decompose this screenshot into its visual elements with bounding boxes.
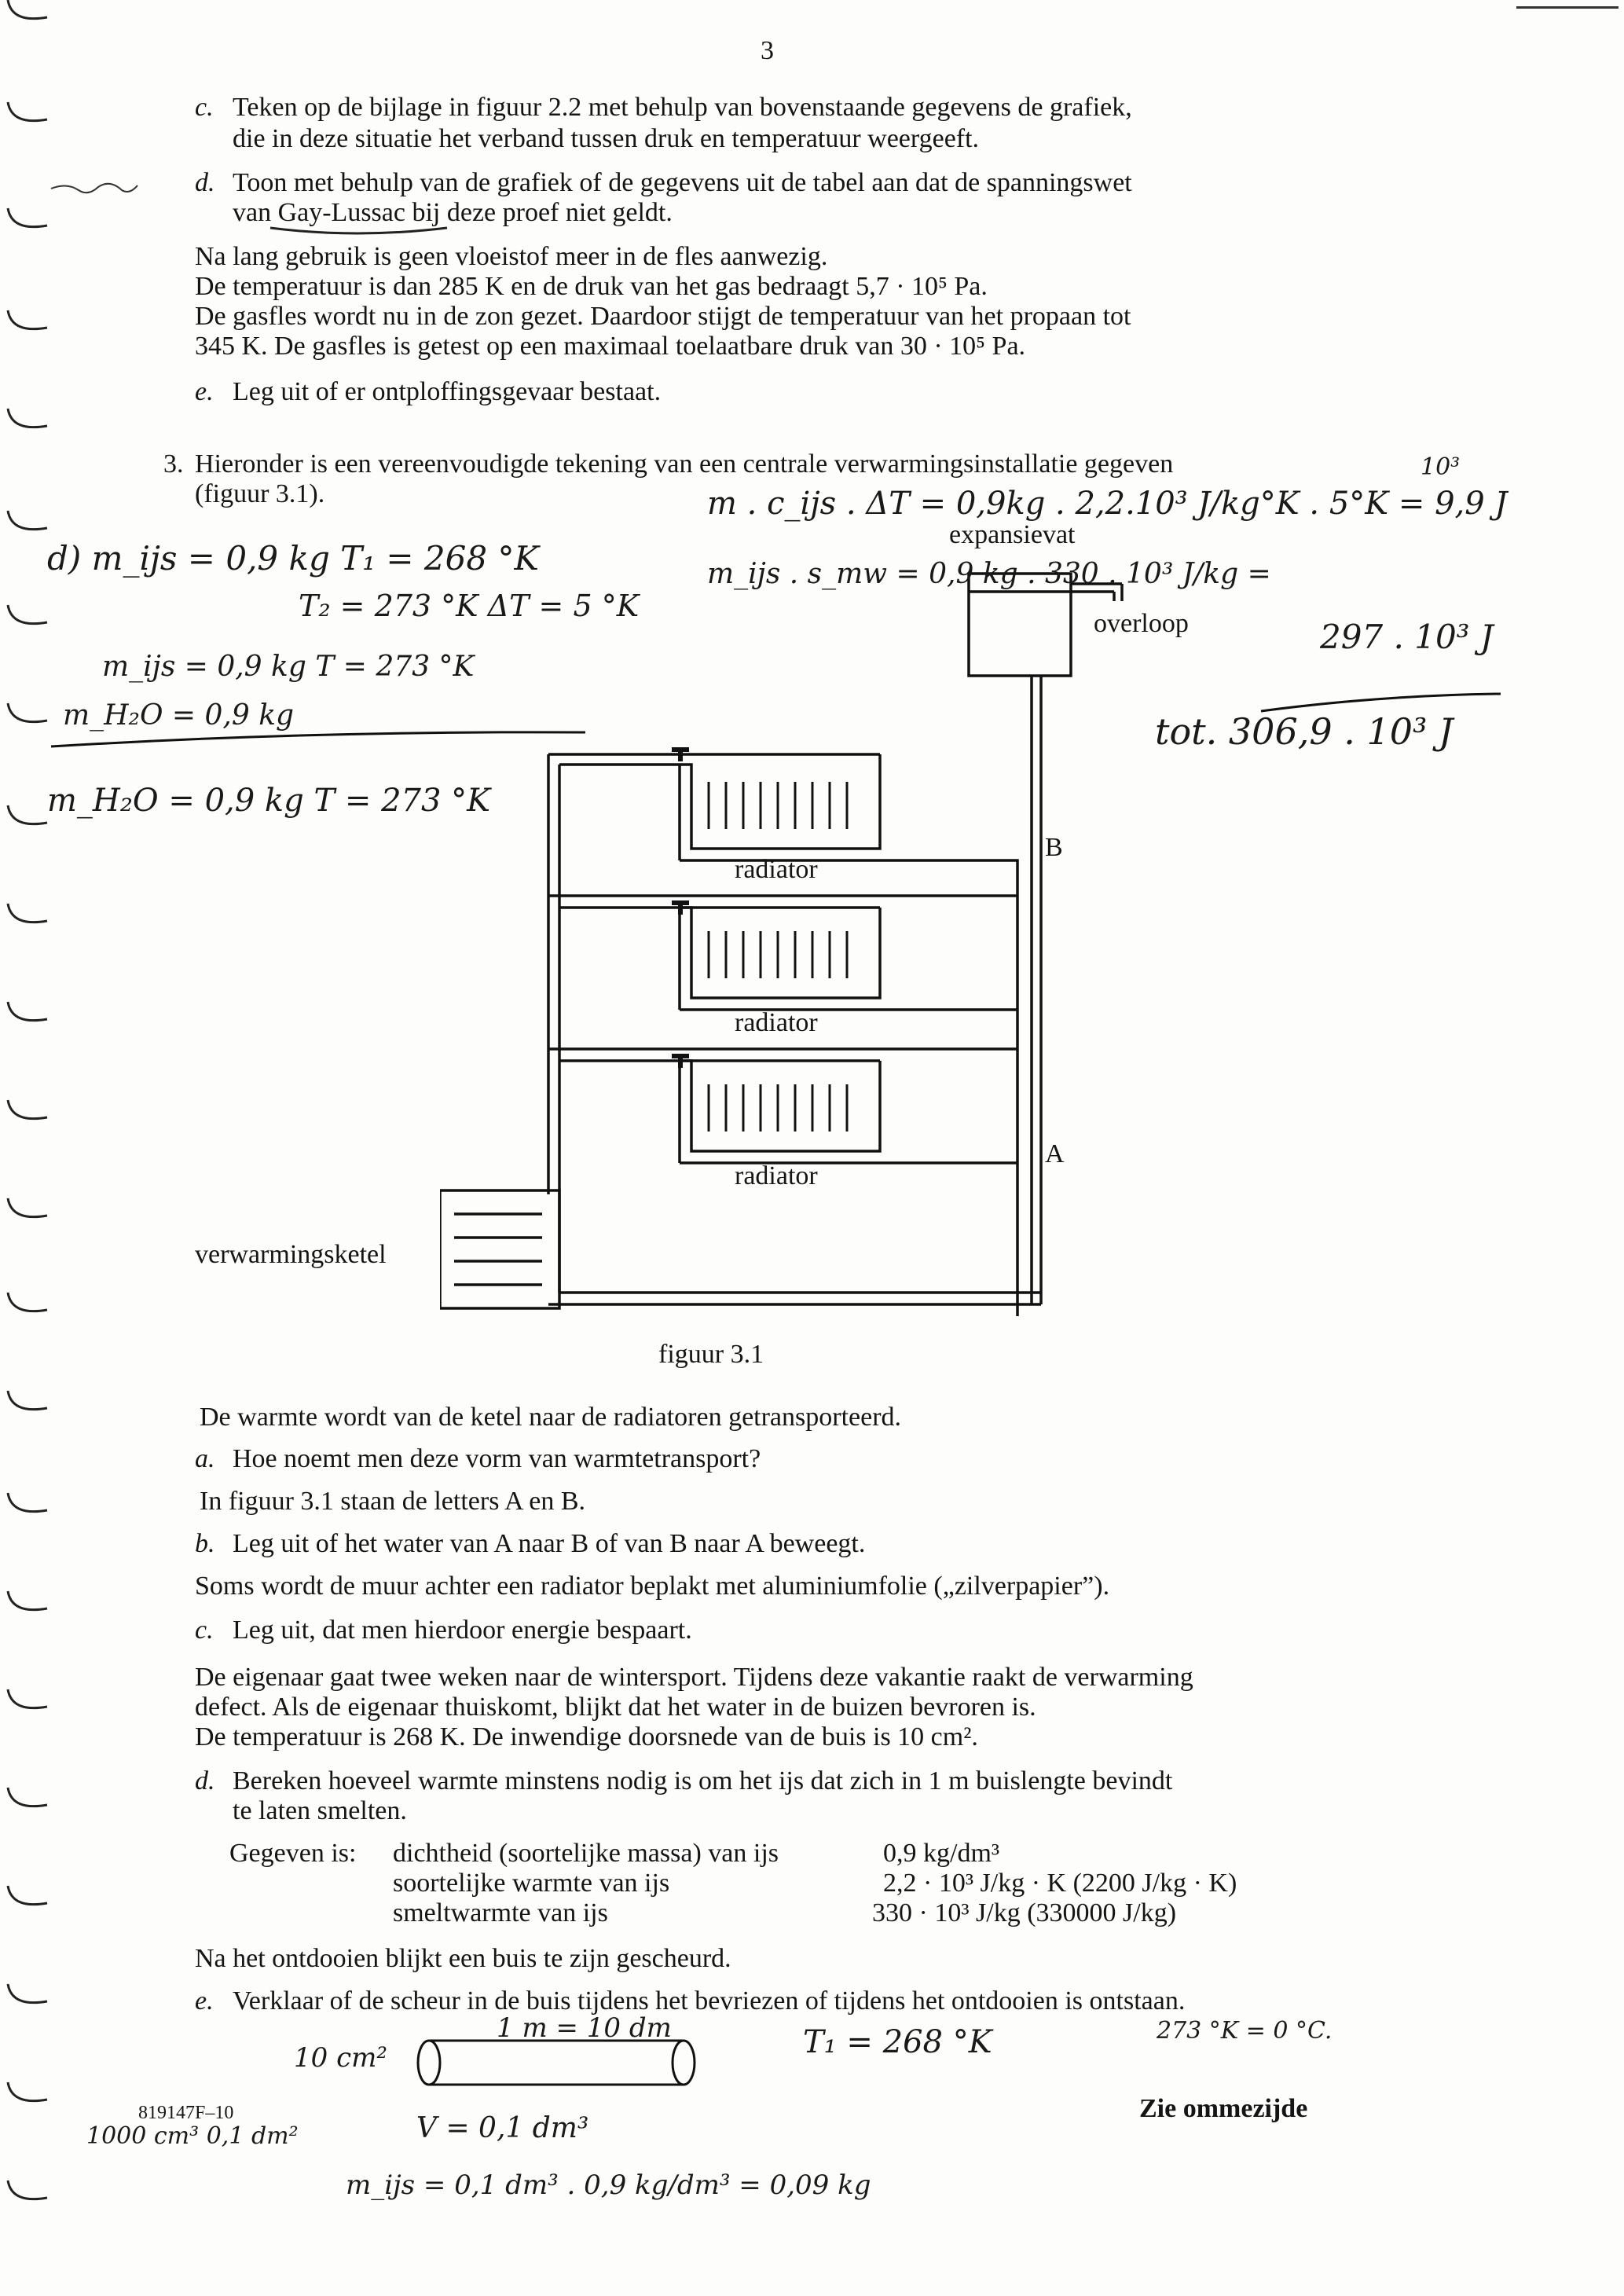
overflow-label: overloop	[1094, 609, 1189, 638]
lower-p4-line3: De temperatuur is 268 K. De inwendige doorsnede van de buis is 10 cm².	[195, 1722, 978, 1751]
lower-p4-line2: defect. Als de eigenaar thuiskomt, blijkt dat het water in de buizen bevroren is.	[195, 1693, 1036, 1722]
handwriting-total-rule	[1257, 691, 1509, 715]
page-number: 3	[761, 36, 774, 65]
qb-text: Leg uit of het water van A naar B of van B naar A beweegt.	[233, 1529, 866, 1558]
given-value-1: 0,9 kg/dm³	[883, 1839, 1000, 1868]
radiator-label-3: radiator	[735, 1161, 818, 1190]
q2e-text: Leg uit of er ontploffingsgevaar bestaat.	[233, 377, 662, 406]
point-a-label: A	[1045, 1139, 1065, 1168]
q3-number: 3.	[163, 449, 184, 479]
handwriting-h14: 1000 cm³ 0,1 dm²	[86, 2122, 299, 2150]
handwriting-h7: m_ijs = 0,9 kg T = 273 °K	[102, 651, 475, 683]
gay-lussac-underline	[267, 222, 456, 240]
qd-line1: Bereken hoeveel warmte minstens nodig is om het ijs dat zich in 1 m buislengte bevindt	[233, 1766, 1173, 1795]
footer-code: 819147F–10	[138, 2103, 234, 2123]
given-name-1: dichtheid (soortelijke massa) van ijs	[393, 1839, 779, 1868]
qa-text: Hoe noemt men deze vorm van warmtetransport?	[233, 1444, 761, 1473]
expansion-vessel-label: expansievat	[949, 520, 1076, 549]
qa-letter: a.	[195, 1444, 215, 1473]
q2d-line1: Toon met behulp van de grafiek of de gegevens uit de tabel aan dat de spanningswet	[233, 168, 1132, 197]
lower-p1: De warmte wordt van de ketel naar de radiatoren getransporteerd.	[200, 1403, 902, 1432]
lower-p5: Na het ontdooien blijkt een buis te zijn gescheurd.	[195, 1944, 731, 1973]
q2d-line2: van Gay-Lussac bij deze proef niet geldt.	[233, 198, 673, 227]
handwriting-divider	[47, 721, 597, 753]
q2c-line2: die in deze situatie het verband tussen druk en temperatuur weergeeft.	[233, 124, 980, 153]
handwriting-h5: d) m_ijs = 0,9 kg T₁ = 268 °K	[47, 539, 539, 578]
qc-text: Leg uit, dat men hierdoor energie bespaart.	[233, 1616, 692, 1645]
qb-letter: b.	[195, 1529, 215, 1558]
given-name-3: smeltwarmte van ijs	[393, 1898, 608, 1927]
qd-line2: te laten smelten.	[233, 1796, 407, 1825]
handwriting-h2: m_ijs . s_mw = 0,9 kg . 330 . 10³ J/kg =	[707, 558, 1271, 590]
point-b-label: B	[1045, 833, 1063, 862]
para4: 345 K. De gasfles is getest op een maximaal toelaatbare druk van 30 · 10⁵ Pa.	[195, 332, 1026, 361]
radiator-label-2: radiator	[735, 1008, 818, 1037]
figure-caption: figuur 3.1	[658, 1340, 764, 1369]
handwriting-h13: 273 °K = 0 °C.	[1157, 2017, 1333, 2045]
para3: De gasfles wordt nu in de zon gezet. Daardoor stijgt de temperatuur van het propaan tot	[195, 302, 1131, 331]
q2c-letter: c.	[195, 93, 214, 122]
handwriting-h1b: 10³	[1421, 453, 1461, 481]
q3-intro-line1: Hieronder is een vereenvoudigde tekening van een centrale verwarmingsinstallatie gegeven	[195, 449, 1174, 479]
handwriting-h6: T₂ = 273 °K ΔT = 5 °K	[299, 589, 640, 623]
qc-letter: c.	[195, 1616, 214, 1645]
corner-rule	[1516, 6, 1619, 9]
qd-letter: d.	[195, 1766, 215, 1795]
handwriting-h15: V = 0,1 dm³	[416, 2112, 589, 2144]
handwriting-h8: m_H₂O = 0,9 kg	[63, 699, 295, 732]
q2e-letter: e.	[195, 377, 214, 406]
boiler-shape	[440, 1190, 559, 1308]
given-name-2: soortelijke warmte van ijs	[393, 1869, 670, 1898]
given-value-3: 330 · 10³ J/kg (330000 J/kg)	[872, 1898, 1177, 1927]
para2: De temperatuur is dan 285 K en de druk van het gas bedraagt 5,7 · 10⁵ Pa.	[195, 272, 988, 301]
handwriting-h11: 10 cm²	[294, 2042, 387, 2074]
handwriting-h1: m . c_ijs . ΔT = 0,9kg . 2,2.10³ J/kg°K . 5°K = 9,9 J	[707, 486, 1508, 522]
given-value-2: 2,2 · 10³ J/kg · K (2200 J/kg · K)	[883, 1869, 1237, 1898]
qe-text: Verklaar of de scheur in de buis tijdens het bevriezen of tijdens het ontdooien is ontstaan.	[233, 1986, 1186, 2015]
q2d-letter: d.	[195, 168, 215, 197]
handwriting-h9: m_H₂O = 0,9 kg T = 273 °K	[47, 783, 491, 819]
heating-diagram	[440, 562, 1147, 1316]
margin-scribble	[47, 174, 157, 198]
handwriting-pipe-sketch	[415, 2035, 713, 2090]
para1: Na lang gebruik is geen vloeistof meer in de fles aanwezig.	[195, 242, 828, 271]
handwriting-h4: tot. 306,9 . 10³ J	[1155, 710, 1454, 753]
lower-p4-line1: De eigenaar gaat twee weken naar de wintersport. Tijdens deze vakantie raakt de verwarming	[195, 1663, 1193, 1692]
lower-p3: Soms wordt de muur achter een radiator beplakt met aluminiumfolie („zilverpapier”).	[195, 1572, 1110, 1601]
qe-letter: e.	[195, 1986, 214, 2015]
q3-intro-line2: (figuur 3.1).	[195, 479, 325, 508]
boiler-label: verwarmingsketel	[195, 1240, 387, 1269]
given-label: Gegeven is:	[229, 1839, 357, 1868]
handwriting-h3: 297 . 10³ J	[1320, 618, 1494, 656]
handwriting-h16: m_ijs = 0,1 dm³ . 0,9 kg/dm³ = 0,09 kg	[346, 2169, 871, 2201]
binding-marks	[0, 0, 63, 2296]
footer-right: Zie ommezijde	[1139, 2094, 1308, 2123]
handwriting-h10: 1 m = 10 dm	[497, 2012, 672, 2044]
radiator-label-1: radiator	[735, 855, 818, 884]
handwriting-h12: T₁ = 268 °K	[803, 2024, 992, 2060]
q2c-line1: Teken op de bijlage in figuur 2.2 met behulp van bovenstaande gegevens de grafiek,	[233, 93, 1132, 122]
lower-p2: In figuur 3.1 staan de letters A en B.	[200, 1487, 586, 1516]
